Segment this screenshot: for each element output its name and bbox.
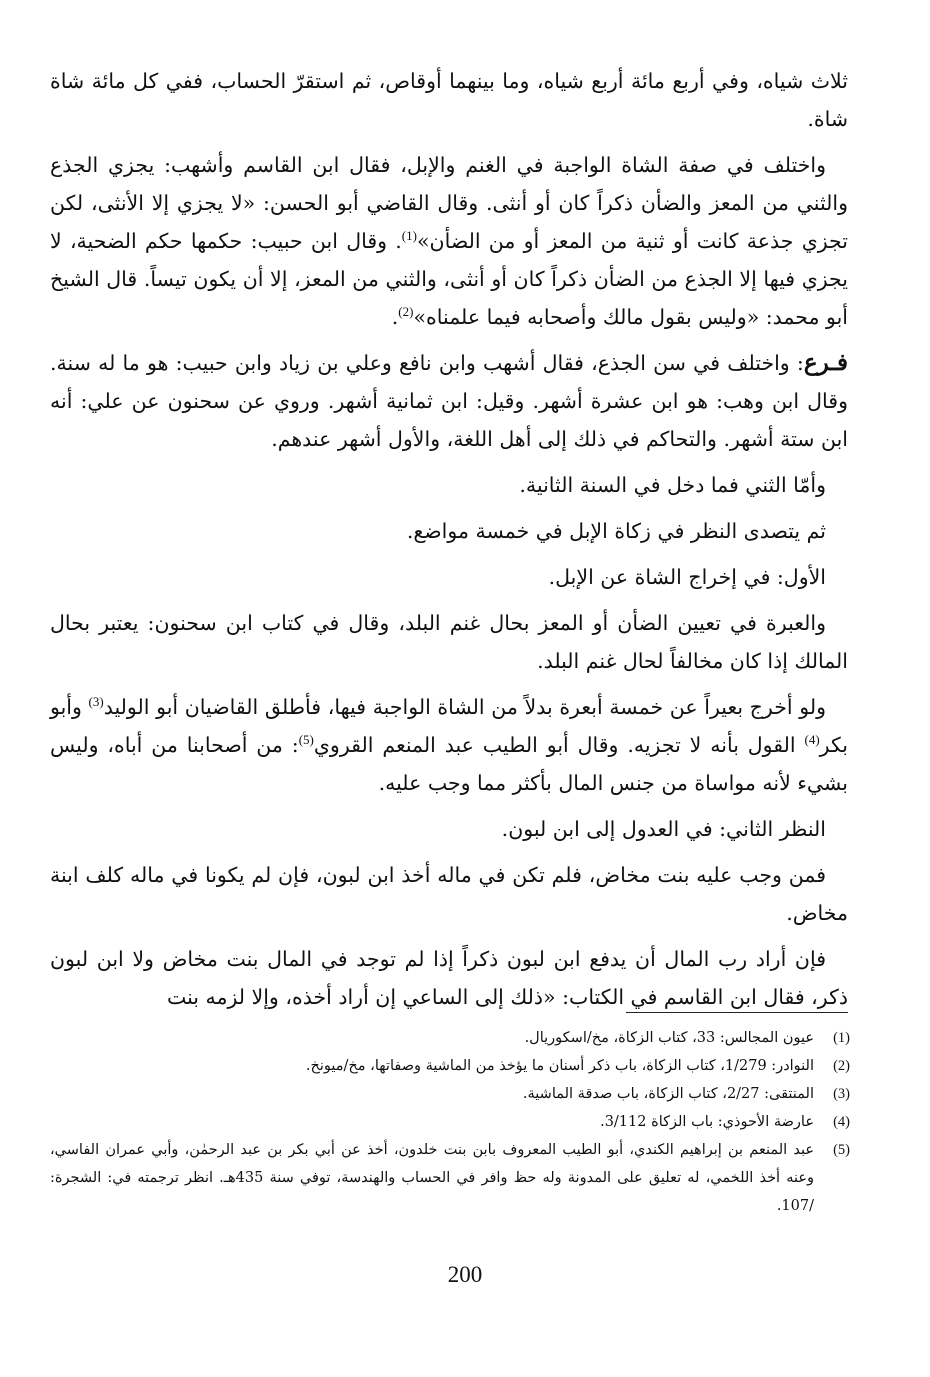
footnote-number: (2) — [833, 1058, 850, 1074]
subsection-heading: فـرع — [803, 349, 848, 376]
paragraph-2-part-a: واختلف في صفة الشاة الواجبة في الغنم والإبل، فقال ابن القاسم وأشهب: يجزي الجذع والثني من المعز والضأن ذكراً كان أو أنثى. وقال القاضي أبو الحسن: «لا يجزي إلا الأنثى، لكن تجزي جذعة كانت أو ثنية من المعز أو من الضأن» — [50, 153, 848, 253]
paragraph-3 — [50, 344, 848, 458]
paragraph-6: الأول: في إخراج الشاة عن الإبل. — [548, 565, 826, 589]
paragraph-2 — [50, 146, 848, 336]
paragraph-8-part-a: ولو أخرج بعيراً عن خمسة أبعرة بدلاً من الشاة الواجبة فيها، فأطلق القاضيان أبو الوليد — [103, 695, 826, 719]
paragraph-8 — [50, 688, 848, 802]
footnote-divider — [626, 1012, 848, 1013]
footnote-4 — [50, 1108, 850, 1136]
footnote-1 — [50, 1024, 850, 1052]
footnote-5 — [50, 1136, 850, 1220]
footnote-ref-3[interactable]: (3) — [88, 694, 104, 710]
footnote-text: عيون المجالس: 33، كتاب الزكاة، مخ/اسكوريال. — [524, 1030, 814, 1046]
footnotes — [50, 1024, 850, 1220]
body-text — [50, 62, 848, 1024]
paragraph-10: فمن وجب عليه بنت مخاض، فلم تكن في ماله أخذ ابن لبون، فإن لم يكونا في ماله كلف ابنة مخاض. — [50, 863, 848, 925]
paragraph-9: النظر الثاني: في العدول إلى ابن لبون. — [501, 817, 826, 841]
footnote-number: (4) — [833, 1114, 850, 1130]
paragraph-5: ثم يتصدى النظر في زكاة الإبل في خمسة مواضع. — [406, 519, 826, 543]
footnote-ref-1[interactable]: (1) — [401, 228, 417, 244]
paragraph-8-part-d: : من أصحابنا من أباه، وليس بشيء لأنه مواساة من جنس المال بأكثر مما وجب عليه. — [50, 733, 848, 795]
footnote-ref-4[interactable]: (4) — [804, 732, 820, 748]
footnote-2 — [50, 1052, 850, 1080]
paragraph-4: وأمّا الثني فما دخل في السنة الثانية. — [519, 473, 826, 497]
footnote-ref-5[interactable]: (5) — [298, 732, 314, 748]
footnote-text: النوادر: 1/279، كتاب الزكاة، باب ذكر أسنان ما يؤخذ من الماشية وصفاتها، مخ/ميونخ. — [305, 1058, 814, 1074]
footnote-text: عبد المنعم بن إبراهيم الكندي، أبو الطيب المعروف بابن بنت خلدون، أخذ عن أبي بكر بن عبد الرحمٰن، وأبي عمران الفاسي، وعنه أخذ اللخمي، له تعليق على المدونة وله حظ وافر في الحساب والهندسة، توفي سنة 435هـ. انظر ترجمته في: الشجرة: /107. — [50, 1142, 814, 1214]
footnote-text: عارضة الأحوذي: باب الزكاة 3/112. — [600, 1114, 814, 1130]
footnote-number: (3) — [833, 1086, 850, 1102]
footnote-3 — [50, 1080, 850, 1108]
paragraph-2-part-b: . وقال ابن حبيب: حكمها حكم الضحية، لا يجزي فيها إلا الجذع من الضأن ذكراً كان أو أنثى، والثني من المعز، إلا أن يكون تيساً. قال الشيخ أبو محمد: «وليس بقول مالك وأصحابه فيما علمناه» — [50, 229, 848, 329]
paragraph-1: ثلاث شياه، وفي أربع مائة أربع شياه، وما بينهما أوقاص، ثم استقرّ الحساب، ففي كل مائة شاة شاة. — [50, 69, 848, 131]
page-number: 200 — [447, 1262, 483, 1287]
paragraph-11: فإن أراد رب المال أن يدفع ابن لبون ذكراً إذا لم توجد في المال بنت مخاض ولا ابن لبون ذكر، فقال ابن القاسم في الكتاب: «ذلك إلى الساعي إن أراد أخذه، وإلا لزمه بنت — [50, 947, 848, 1009]
paragraph-8-part-c: القول بأنه لا تجزيه. وقال أبو الطيب عبد المنعم القروي — [313, 733, 805, 757]
paragraph-8-part-b: وأبو بكر — [50, 695, 848, 757]
footnote-text: المنتقى: 2/27، كتاب الزكاة، باب صدقة الماشية. — [522, 1086, 814, 1102]
footnote-number: (5) — [833, 1142, 850, 1158]
footnote-ref-2[interactable]: (2) — [398, 304, 414, 320]
paragraph-2-part-c: . — [391, 305, 399, 329]
paragraph-3-text: : واختلف في سن الجذع، فقال أشهب وابن نافع وعلي بن زياد وابن حبيب: هو ما له سنة. وقال ابن وهب: هو ابن عشرة أشهر. وقيل: ابن ثمانية أشهر. وروي عن سحنون عن علي: أنه ابن ستة أشهر. والتحاكم في ذلك إلى أهل اللغة، والأول أشهر عندهم. — [50, 351, 848, 451]
paragraph-7: والعبرة في تعيين الضأن أو المعز بحال غنم البلد، وقال في كتاب ابن سحنون: يعتبر بحال المالك إذا كان مخالفاً لحال غنم البلد. — [50, 611, 848, 673]
footnote-number: (1) — [833, 1030, 850, 1046]
